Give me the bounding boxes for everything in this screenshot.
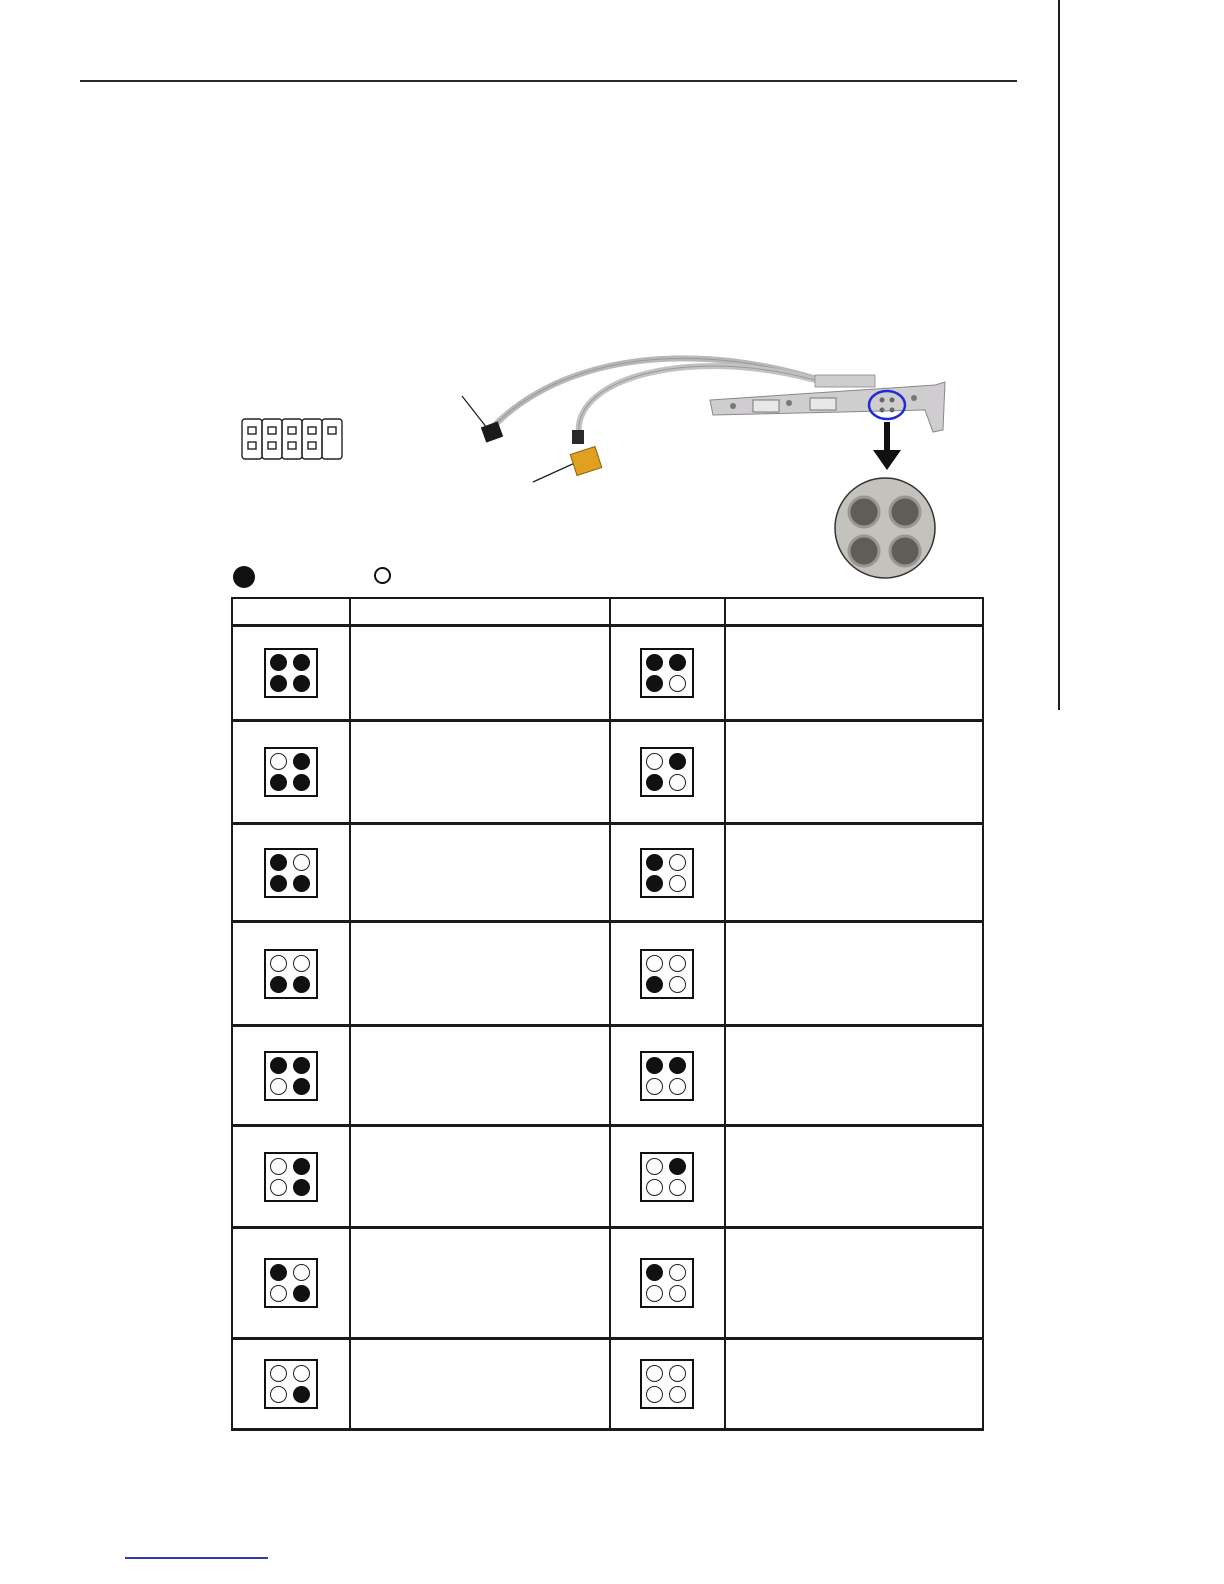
led-pattern-cell-right xyxy=(610,922,725,1026)
led-on-icon xyxy=(293,675,310,692)
header-cell xyxy=(350,598,610,626)
led-pattern-cell-right xyxy=(610,824,725,922)
description-cell xyxy=(725,721,983,824)
led-on-icon xyxy=(646,875,663,892)
table-row xyxy=(232,721,983,824)
legend-led-off-icon xyxy=(374,567,391,584)
top-rule xyxy=(80,80,1017,82)
led-off-icon xyxy=(293,1264,310,1281)
table-row xyxy=(232,1026,983,1126)
led-pattern xyxy=(264,1051,318,1101)
led-pattern xyxy=(264,648,318,698)
led-on-icon xyxy=(270,675,287,692)
led-pattern xyxy=(640,1152,694,1202)
led-on-icon xyxy=(293,1057,310,1074)
led-on-icon xyxy=(293,1158,310,1175)
table-header-row xyxy=(232,598,983,626)
description-cell xyxy=(350,1126,610,1228)
description-cell xyxy=(350,626,610,721)
led-pattern-cell-right xyxy=(610,1126,725,1228)
led-on-icon xyxy=(270,875,287,892)
led-on-icon xyxy=(293,654,310,671)
led-on-icon xyxy=(293,875,310,892)
description-cell xyxy=(725,824,983,922)
led-off-icon xyxy=(669,875,686,892)
led-off-icon xyxy=(669,1285,686,1302)
led-pattern xyxy=(640,949,694,999)
description-cell xyxy=(725,922,983,1026)
led-on-icon xyxy=(293,774,310,791)
led-on-icon xyxy=(293,1179,310,1196)
led-pattern-cell-right xyxy=(610,721,725,824)
table-row xyxy=(232,1126,983,1228)
led-on-icon xyxy=(646,976,663,993)
footer-rule xyxy=(125,1557,268,1559)
led-on-icon xyxy=(270,1264,287,1281)
led-off-icon xyxy=(669,1179,686,1196)
led-header-diagram xyxy=(241,418,345,460)
table-row xyxy=(232,1228,983,1339)
led-off-icon xyxy=(646,1285,663,1302)
legend-led-on-icon xyxy=(233,566,255,588)
led-pattern-cell-right xyxy=(610,1339,725,1430)
led-off-icon xyxy=(270,1386,287,1403)
header-cell xyxy=(232,598,350,626)
led-off-icon xyxy=(646,753,663,770)
led-on-icon xyxy=(270,654,287,671)
led-pattern xyxy=(264,1258,318,1308)
led-on-icon xyxy=(669,1057,686,1074)
led-on-icon xyxy=(646,654,663,671)
led-pattern-cell-left xyxy=(232,1339,350,1430)
led-off-icon xyxy=(293,854,310,871)
page-edge-rule xyxy=(1058,0,1060,710)
led-pattern-cell-left xyxy=(232,1026,350,1126)
led-pattern-cell-left xyxy=(232,626,350,721)
description-cell xyxy=(350,721,610,824)
led-on-icon xyxy=(270,854,287,871)
led-off-icon xyxy=(646,1078,663,1095)
description-cell xyxy=(350,922,610,1026)
led-on-icon xyxy=(293,1386,310,1403)
led-off-icon xyxy=(669,976,686,993)
led-off-icon xyxy=(669,1264,686,1281)
table-row xyxy=(232,922,983,1026)
led-pattern xyxy=(264,1152,318,1202)
led-off-icon xyxy=(669,1386,686,1403)
led-on-icon xyxy=(293,753,310,770)
led-status-table xyxy=(231,597,984,1431)
led-pattern xyxy=(264,1359,318,1409)
description-cell xyxy=(725,1026,983,1126)
led-off-icon xyxy=(270,1285,287,1302)
led-off-icon xyxy=(270,1365,287,1382)
led-pattern-cell-right xyxy=(610,1228,725,1339)
led-on-icon xyxy=(270,976,287,993)
led-pattern-cell-left xyxy=(232,1126,350,1228)
led-off-icon xyxy=(669,1365,686,1382)
led-on-icon xyxy=(293,1078,310,1095)
description-cell xyxy=(725,1339,983,1430)
led-pattern-cell-left xyxy=(232,922,350,1026)
led-pattern xyxy=(640,1359,694,1409)
led-off-icon xyxy=(669,774,686,791)
header-cell xyxy=(725,598,983,626)
led-off-icon xyxy=(270,1078,287,1095)
led-pattern xyxy=(264,848,318,898)
led-off-icon xyxy=(669,854,686,871)
led-table-body xyxy=(232,626,983,1430)
led-on-icon xyxy=(646,774,663,791)
led-on-icon xyxy=(270,1057,287,1074)
led-off-icon xyxy=(669,955,686,972)
led-pattern-cell-left xyxy=(232,824,350,922)
led-pattern xyxy=(640,648,694,698)
led-on-icon xyxy=(293,1285,310,1302)
led-off-icon xyxy=(646,1365,663,1382)
led-off-icon xyxy=(669,1078,686,1095)
description-cell xyxy=(350,1026,610,1126)
diagnostic-led-bracket-image xyxy=(455,340,955,590)
led-pattern xyxy=(264,747,318,797)
description-cell xyxy=(725,1126,983,1228)
led-off-icon xyxy=(293,955,310,972)
led-on-icon xyxy=(669,753,686,770)
led-off-icon xyxy=(270,1158,287,1175)
led-pattern xyxy=(264,949,318,999)
led-on-icon xyxy=(646,1264,663,1281)
description-cell xyxy=(725,1228,983,1339)
led-off-icon xyxy=(270,955,287,972)
led-pattern-cell-left xyxy=(232,1228,350,1339)
table-row xyxy=(232,824,983,922)
led-off-icon xyxy=(646,1158,663,1175)
led-on-icon xyxy=(293,976,310,993)
led-off-icon xyxy=(293,1365,310,1382)
table-row xyxy=(232,1339,983,1430)
led-pattern-cell-right xyxy=(610,626,725,721)
led-pattern xyxy=(640,1258,694,1308)
table-row xyxy=(232,626,983,721)
led-on-icon xyxy=(646,675,663,692)
led-on-icon xyxy=(646,1057,663,1074)
led-on-icon xyxy=(270,774,287,791)
description-cell xyxy=(350,1228,610,1339)
led-on-icon xyxy=(669,654,686,671)
led-off-icon xyxy=(646,1179,663,1196)
led-on-icon xyxy=(669,1158,686,1175)
led-off-icon xyxy=(270,753,287,770)
led-off-icon xyxy=(669,675,686,692)
led-pattern-cell-right xyxy=(610,1026,725,1126)
led-on-icon xyxy=(646,854,663,871)
header-cell xyxy=(610,598,725,626)
led-off-icon xyxy=(270,1179,287,1196)
description-cell xyxy=(350,824,610,922)
led-pattern xyxy=(640,747,694,797)
led-off-icon xyxy=(646,1386,663,1403)
description-cell xyxy=(725,626,983,721)
led-pattern xyxy=(640,1051,694,1101)
led-pattern xyxy=(640,848,694,898)
led-off-icon xyxy=(646,955,663,972)
led-pattern-cell-left xyxy=(232,721,350,824)
description-cell xyxy=(350,1339,610,1430)
